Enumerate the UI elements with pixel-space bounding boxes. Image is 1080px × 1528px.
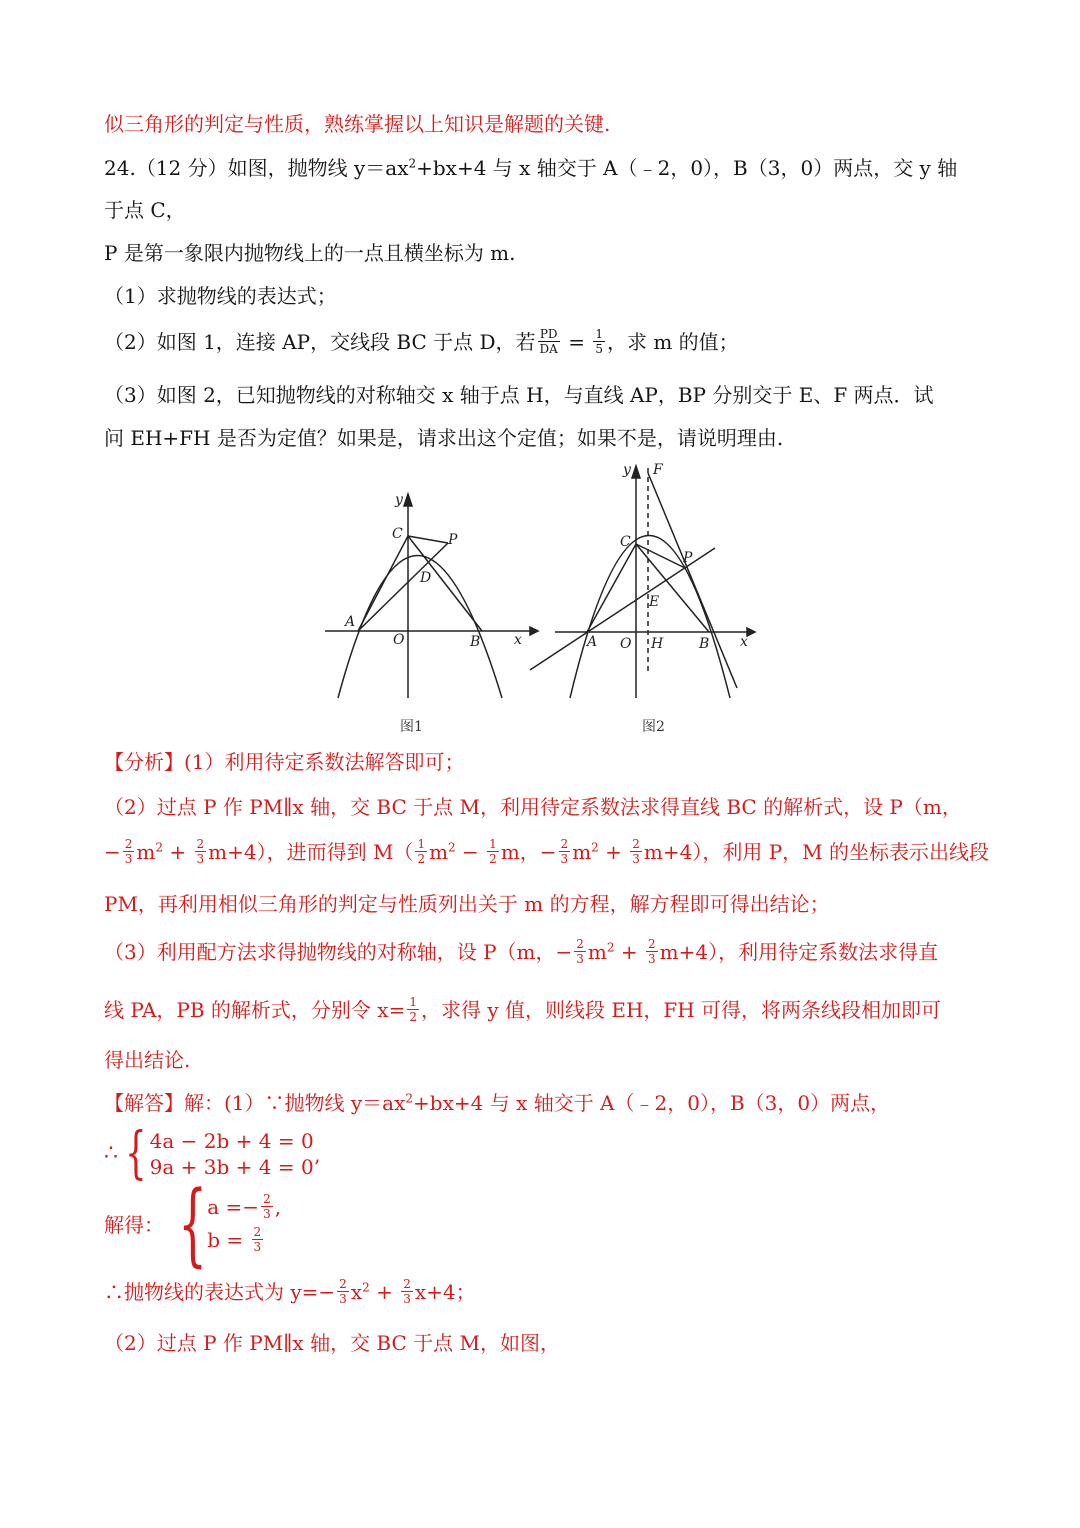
denominator: 3	[339, 1292, 347, 1306]
fraction-one-fifth	[593, 328, 605, 355]
segment-AC	[587, 544, 636, 632]
numerator: 2	[403, 1277, 411, 1291]
x-axis-arrow	[747, 628, 755, 636]
fraction-two-thirds	[261, 1193, 273, 1220]
fig2-label-x: x	[740, 634, 748, 650]
numerator: PD	[539, 327, 558, 341]
fraction-two-thirds	[252, 1226, 264, 1253]
solution-system	[104, 1172, 282, 1277]
figure-1	[320, 488, 540, 703]
math-text: m	[136, 840, 156, 864]
fraction-one-half	[487, 838, 499, 865]
fig1-label-x: x	[514, 632, 522, 648]
fraction-two-thirds	[646, 938, 658, 965]
problem-score: （12 分）	[135, 156, 228, 180]
solve-label: 解得：	[104, 1213, 164, 1237]
analysis-line-1	[104, 750, 465, 774]
solution-system	[104, 1121, 321, 1186]
solution-b: b =	[207, 1228, 250, 1252]
denominator: 3	[632, 852, 640, 866]
math-text: ，求得 y 值，则线段 EH，FH 可得，将两条线段相加即可	[420, 998, 942, 1022]
y-axis-arrow	[404, 494, 412, 506]
denominator: 2	[489, 852, 497, 866]
solution-line-2: （2）过点 P 作 PM∥x 轴，交 BC 于点 M，如图，	[104, 1331, 560, 1355]
fraction-two-thirds	[401, 1278, 413, 1305]
problem-intro-line-3: P 是第一象限内抛物线上的一点且横坐标为 m.	[104, 241, 516, 265]
segment-AP	[358, 543, 448, 631]
math-text: m+4），利用 P，M 的坐标表示出线段	[643, 840, 990, 864]
denominator: 2	[417, 852, 426, 866]
math-text: m	[572, 840, 592, 864]
math-text: m，−	[500, 840, 557, 864]
solution-line-1	[104, 1091, 890, 1115]
fraction-one-half	[407, 996, 419, 1023]
denominator: 3	[124, 852, 133, 866]
fig1-label-P: P	[448, 532, 458, 548]
denominator: 2	[409, 1010, 417, 1024]
fig2-label-H: H	[651, 636, 664, 652]
fig2-label-y: y	[623, 462, 631, 478]
math-text: m+4），进而得到 M（	[208, 840, 414, 864]
exponent: 2	[591, 840, 599, 855]
denominator: DA	[539, 342, 558, 356]
analysis-line-4: PM，再利用相似三角形的判定与性质列出关于 m 的方程，解方程即可得出结论；	[104, 892, 830, 916]
solution-a: a =−	[207, 1195, 260, 1219]
fig2-label-O: O	[620, 636, 632, 652]
analysis-line-3	[104, 837, 990, 867]
solution-expression	[104, 1277, 476, 1307]
numerator: 2	[648, 937, 656, 951]
exponent: 2	[606, 940, 615, 955]
denominator: 3	[403, 1292, 411, 1306]
math-text: x	[350, 1280, 363, 1304]
fig1-label-B: B	[470, 634, 481, 650]
question-2	[104, 327, 739, 357]
figure-1-caption: 图1	[400, 719, 423, 735]
problem-text: 如图，抛物线 y＝ax	[227, 156, 409, 180]
equation-1: 4a − 2b + 4 = 0	[149, 1129, 314, 1153]
numerator: 1	[417, 837, 426, 851]
numerator: 2	[253, 1225, 262, 1239]
analysis-text: (1）利用待定系数法解答即可；	[184, 750, 465, 774]
fraction-two-thirds	[195, 838, 207, 865]
math-text: （3）利用配方法求得抛物线的对称轴，设 P（m，−	[104, 940, 573, 964]
exponent: 2	[405, 1091, 414, 1106]
problem-number: 24.	[104, 156, 136, 180]
figure-2	[525, 458, 760, 708]
solution-tag: 【解答】	[104, 1091, 184, 1115]
analysis-line-5	[104, 937, 939, 967]
solution-text: 解：(1）∵抛物线 y＝ax	[184, 1091, 406, 1115]
question-2-text: ，求 m 的值；	[606, 330, 739, 354]
fraction-two-thirds	[559, 838, 571, 865]
math-text: −	[104, 840, 121, 864]
punctuation: ,	[274, 1195, 282, 1219]
denominator: 5	[595, 342, 603, 356]
therefore-symbol: ∴	[104, 1140, 118, 1166]
math-text: +	[598, 840, 629, 864]
numerator: 2	[576, 937, 584, 951]
fraction-two-thirds	[337, 1278, 349, 1305]
figure-2-caption: 图2	[642, 719, 665, 735]
denominator: 3	[560, 852, 569, 866]
exponent: 2	[362, 1280, 370, 1295]
analysis-tag: 【分析】	[104, 750, 184, 774]
fig1-label-D: D	[420, 570, 432, 586]
fig2-label-A: A	[587, 634, 598, 650]
equation-system	[104, 1121, 321, 1186]
question-2-text: （2）如图 1，连接 AP，交线段 BC 于点 D，若	[104, 330, 536, 354]
math-text: x+4；	[414, 1280, 476, 1304]
previous-answer-line: 似三角形的判定与性质，熟练掌握以上知识是解题的关键.	[104, 112, 611, 136]
exponent: 2	[408, 156, 417, 171]
math-text: +	[369, 1280, 400, 1304]
fig2-label-C: C	[620, 534, 631, 550]
exponent: 2	[448, 840, 456, 855]
solution-text: +bx+4 与 x 轴交于 A（﹣2，0），B（3，0）两点，	[413, 1091, 891, 1115]
denominator: 3	[263, 1207, 271, 1221]
solution-rows	[207, 1192, 282, 1255]
question-3-line-2: 问 EH+FH 是否为定值？如果是，请求出这个定值；如果不是，请说明理由.	[104, 426, 784, 450]
left-brace: {	[125, 1121, 147, 1186]
analysis-line-2: （2）过点 P 作 PM∥x 轴，交 BC 于点 M，利用待定系数法求得直线 BC 的解析式，设 P（m，	[104, 795, 962, 819]
math-text: +	[163, 840, 193, 864]
equation-2: 9a + 3b + 4 = 0	[149, 1155, 314, 1179]
analysis-line-6	[104, 995, 942, 1025]
question-3-line-1: （3）如图 2，已知抛物线的对称轴交 x 轴于点 H，与直线 AP，BP 分别交于 E、F 两点．试	[104, 383, 934, 407]
fig1-label-O: O	[393, 632, 405, 648]
denominator: 3	[576, 952, 584, 966]
math-text: m	[429, 840, 449, 864]
math-text: +	[614, 940, 644, 964]
denominator: 3	[648, 952, 656, 966]
denominator: 3	[253, 1240, 262, 1254]
denominator: 3	[196, 852, 205, 866]
math-text: m	[587, 940, 607, 964]
numerator: 2	[632, 837, 640, 851]
fraction-two-thirds	[123, 838, 135, 865]
segment-AC	[358, 536, 408, 631]
fraction-two-thirds	[574, 938, 586, 965]
segment-CB	[636, 544, 709, 632]
numerator: 1	[409, 995, 417, 1009]
equals-sign: =	[561, 330, 592, 354]
fig2-label-E: E	[649, 594, 660, 610]
fig2-label-B: B	[699, 636, 710, 652]
numerator: 2	[339, 1277, 347, 1291]
problem-intro-line-2: 于点 C，	[104, 198, 186, 222]
left-brace: {	[178, 1172, 207, 1277]
fig2-label-F: F	[653, 462, 663, 478]
math-text: m+4），利用待定系数法求得直	[659, 940, 939, 964]
system-rows	[150, 1129, 320, 1179]
solution-solve	[104, 1172, 282, 1277]
fraction-pd-da	[538, 328, 560, 355]
numerator: 2	[196, 837, 205, 851]
y-axis-arrow	[632, 466, 640, 478]
exponent: 2	[155, 840, 164, 855]
fraction-two-thirds	[630, 838, 642, 865]
fig1-label-C: C	[392, 526, 403, 542]
math-text: −	[455, 840, 486, 864]
fig1-label-A: A	[345, 614, 356, 630]
fig2-label-P: P	[683, 550, 693, 566]
punctuation: ’	[313, 1155, 321, 1179]
problem-text: +bx+4 与 x 轴交于 A（﹣2，0），B（3，0）两点，交 y 轴	[416, 156, 958, 180]
numerator: 2	[560, 837, 569, 851]
numerator: 2	[263, 1192, 271, 1206]
problem-intro-line	[104, 156, 957, 180]
segment-CP	[408, 536, 448, 543]
numerator: 1	[595, 327, 603, 341]
fig1-label-y: y	[395, 492, 403, 508]
numerator: 2	[124, 837, 133, 851]
question-1: （1）求抛物线的表达式；	[104, 284, 337, 308]
numerator: 1	[489, 837, 497, 851]
line-FB	[648, 473, 737, 688]
math-text: 线 PA，PB 的解析式，分别令 x=	[104, 998, 406, 1022]
math-text: ∴抛物线的表达式为 y=−	[104, 1280, 336, 1304]
analysis-line-7: 得出结论.	[104, 1048, 191, 1072]
fraction-one-half	[415, 838, 427, 865]
